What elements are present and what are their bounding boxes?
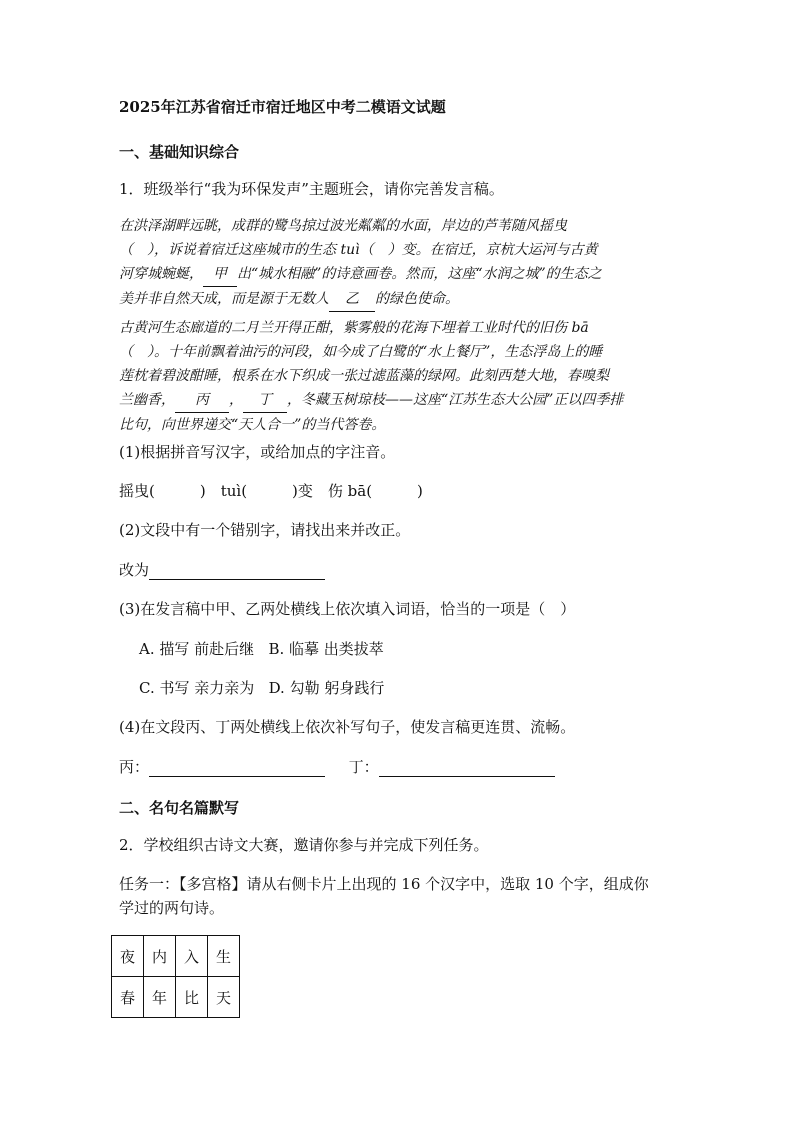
task-1-line: 学过的两句诗。 bbox=[119, 899, 225, 917]
speech-paragraph-1 bbox=[119, 214, 679, 312]
grid-cell: 天 bbox=[208, 977, 240, 1018]
grid-row bbox=[112, 936, 240, 977]
speech-paragraph-2 bbox=[119, 316, 679, 437]
section-1-heading: 一、基础知识综合 bbox=[119, 143, 240, 161]
blank-ding[interactable]: 丁 bbox=[243, 388, 287, 413]
grid-cell: 夜 bbox=[112, 936, 144, 977]
option-d[interactable]: D. 勾勒 躬身践行 bbox=[268, 679, 385, 697]
paragraph-2-line: 兰幽香， 丙 ， 丁 ，冬藏玉树琼枝——这座“江苏生态大公园”正以四季排 bbox=[119, 388, 679, 413]
option-b[interactable]: B. 临摹 出类拔萃 bbox=[268, 640, 384, 658]
question-2-stem: 2．学校组织古诗文大赛，邀请你参与并完成下列任务。 bbox=[119, 836, 489, 854]
sub-question-1: (1)根据拼音写汉字，或给加点的字注音。 bbox=[119, 443, 396, 461]
bing-label: 丙： bbox=[119, 758, 150, 776]
question-1-stem: 1．班级举行“我为环保发声”主题班会，请你完善发言稿。 bbox=[119, 180, 504, 198]
blank-jia[interactable]: 甲 bbox=[203, 262, 237, 287]
paragraph-1-line: （ ），诉说着宿迁这座城市的生态 tuì（ ）变。在宿迁，京杭大运河与古黄 bbox=[119, 242, 598, 258]
option-a[interactable]: A. 描写 前赴后继 bbox=[139, 640, 255, 658]
correction-label: 改为 bbox=[119, 561, 150, 579]
paragraph-1-line: 河穿城蜿蜒， 甲 出“城水相融”的诗意画卷。然而，这座“水润之城”的生态之 bbox=[119, 262, 679, 287]
ding-answer-blank[interactable] bbox=[379, 760, 555, 777]
sub-question-2-answer bbox=[119, 559, 325, 580]
sub-question-4: (4)在文段丙、丁两处横线上依次补写句子，使发言稿更连贯、流畅。 bbox=[119, 718, 576, 736]
grid-row bbox=[112, 977, 240, 1018]
paragraph-2-line: 古黄河生态廊道的二月兰开得正酣，紫雾般的花海下埋着工业时代的旧伤 bā bbox=[119, 320, 589, 336]
blank-yi[interactable]: 乙 bbox=[329, 287, 375, 312]
paragraph-1-line: 美并非自然天成，而是源于无数人 乙 的绿色使命。 bbox=[119, 287, 679, 312]
sub-question-4-answers bbox=[119, 756, 555, 777]
grid-cell: 入 bbox=[176, 936, 208, 977]
bing-answer-blank[interactable] bbox=[149, 760, 325, 777]
sub-question-2: (2)文段中有一个错别字，请找出来并改正。 bbox=[119, 521, 411, 539]
grid-cell: 春 bbox=[112, 977, 144, 1018]
grid-cell: 比 bbox=[176, 977, 208, 1018]
character-grid bbox=[111, 935, 240, 1018]
option-c[interactable]: C. 书写 亲力亲为 bbox=[139, 679, 255, 697]
paragraph-2-line: 莲枕着碧波酣睡，根系在水下织成一张过滤蓝藻的绿网。此刻西楚大地，春嗅梨 bbox=[119, 368, 609, 384]
paragraph-2-line: （ ）。十年前飘着油污的河段，如今成了白鹭的“水上餐厅”，生态浮岛上的睡 bbox=[119, 344, 603, 360]
correction-blank[interactable] bbox=[149, 563, 325, 580]
sub-question-1-answers[interactable]: 摇曳( ) tuì( )变 伤 bā( ) bbox=[119, 482, 423, 500]
grid-cell: 内 bbox=[144, 936, 176, 977]
options-row-2 bbox=[139, 677, 384, 698]
paragraph-2-line: 比句，向世界递交“天人合一”的当代答卷。 bbox=[119, 417, 386, 433]
ding-label: 丁： bbox=[348, 758, 379, 776]
options-row-1 bbox=[139, 638, 384, 659]
blank-bing[interactable]: 丙 bbox=[175, 388, 229, 413]
grid-cell: 年 bbox=[144, 977, 176, 1018]
section-2-heading: 二、名句名篇默写 bbox=[119, 799, 240, 817]
exam-title: 2025年江苏省宿迁市宿迁地区中考二模语文试题 bbox=[119, 98, 446, 116]
paragraph-1-line: 在洪泽湖畔远眺，成群的鹭鸟掠过波光粼粼的水面，岸边的芦苇随风摇曳 bbox=[119, 218, 567, 234]
sub-question-3: (3)在发言稿中甲、乙两处横线上依次填入词语，恰当的一项是（ ） bbox=[119, 600, 576, 618]
task-1-line: 任务一：【多宫格】请从右侧卡片上出现的 16 个汉字中，选取 10 个字，组成你 bbox=[119, 875, 649, 893]
grid-cell: 生 bbox=[208, 936, 240, 977]
